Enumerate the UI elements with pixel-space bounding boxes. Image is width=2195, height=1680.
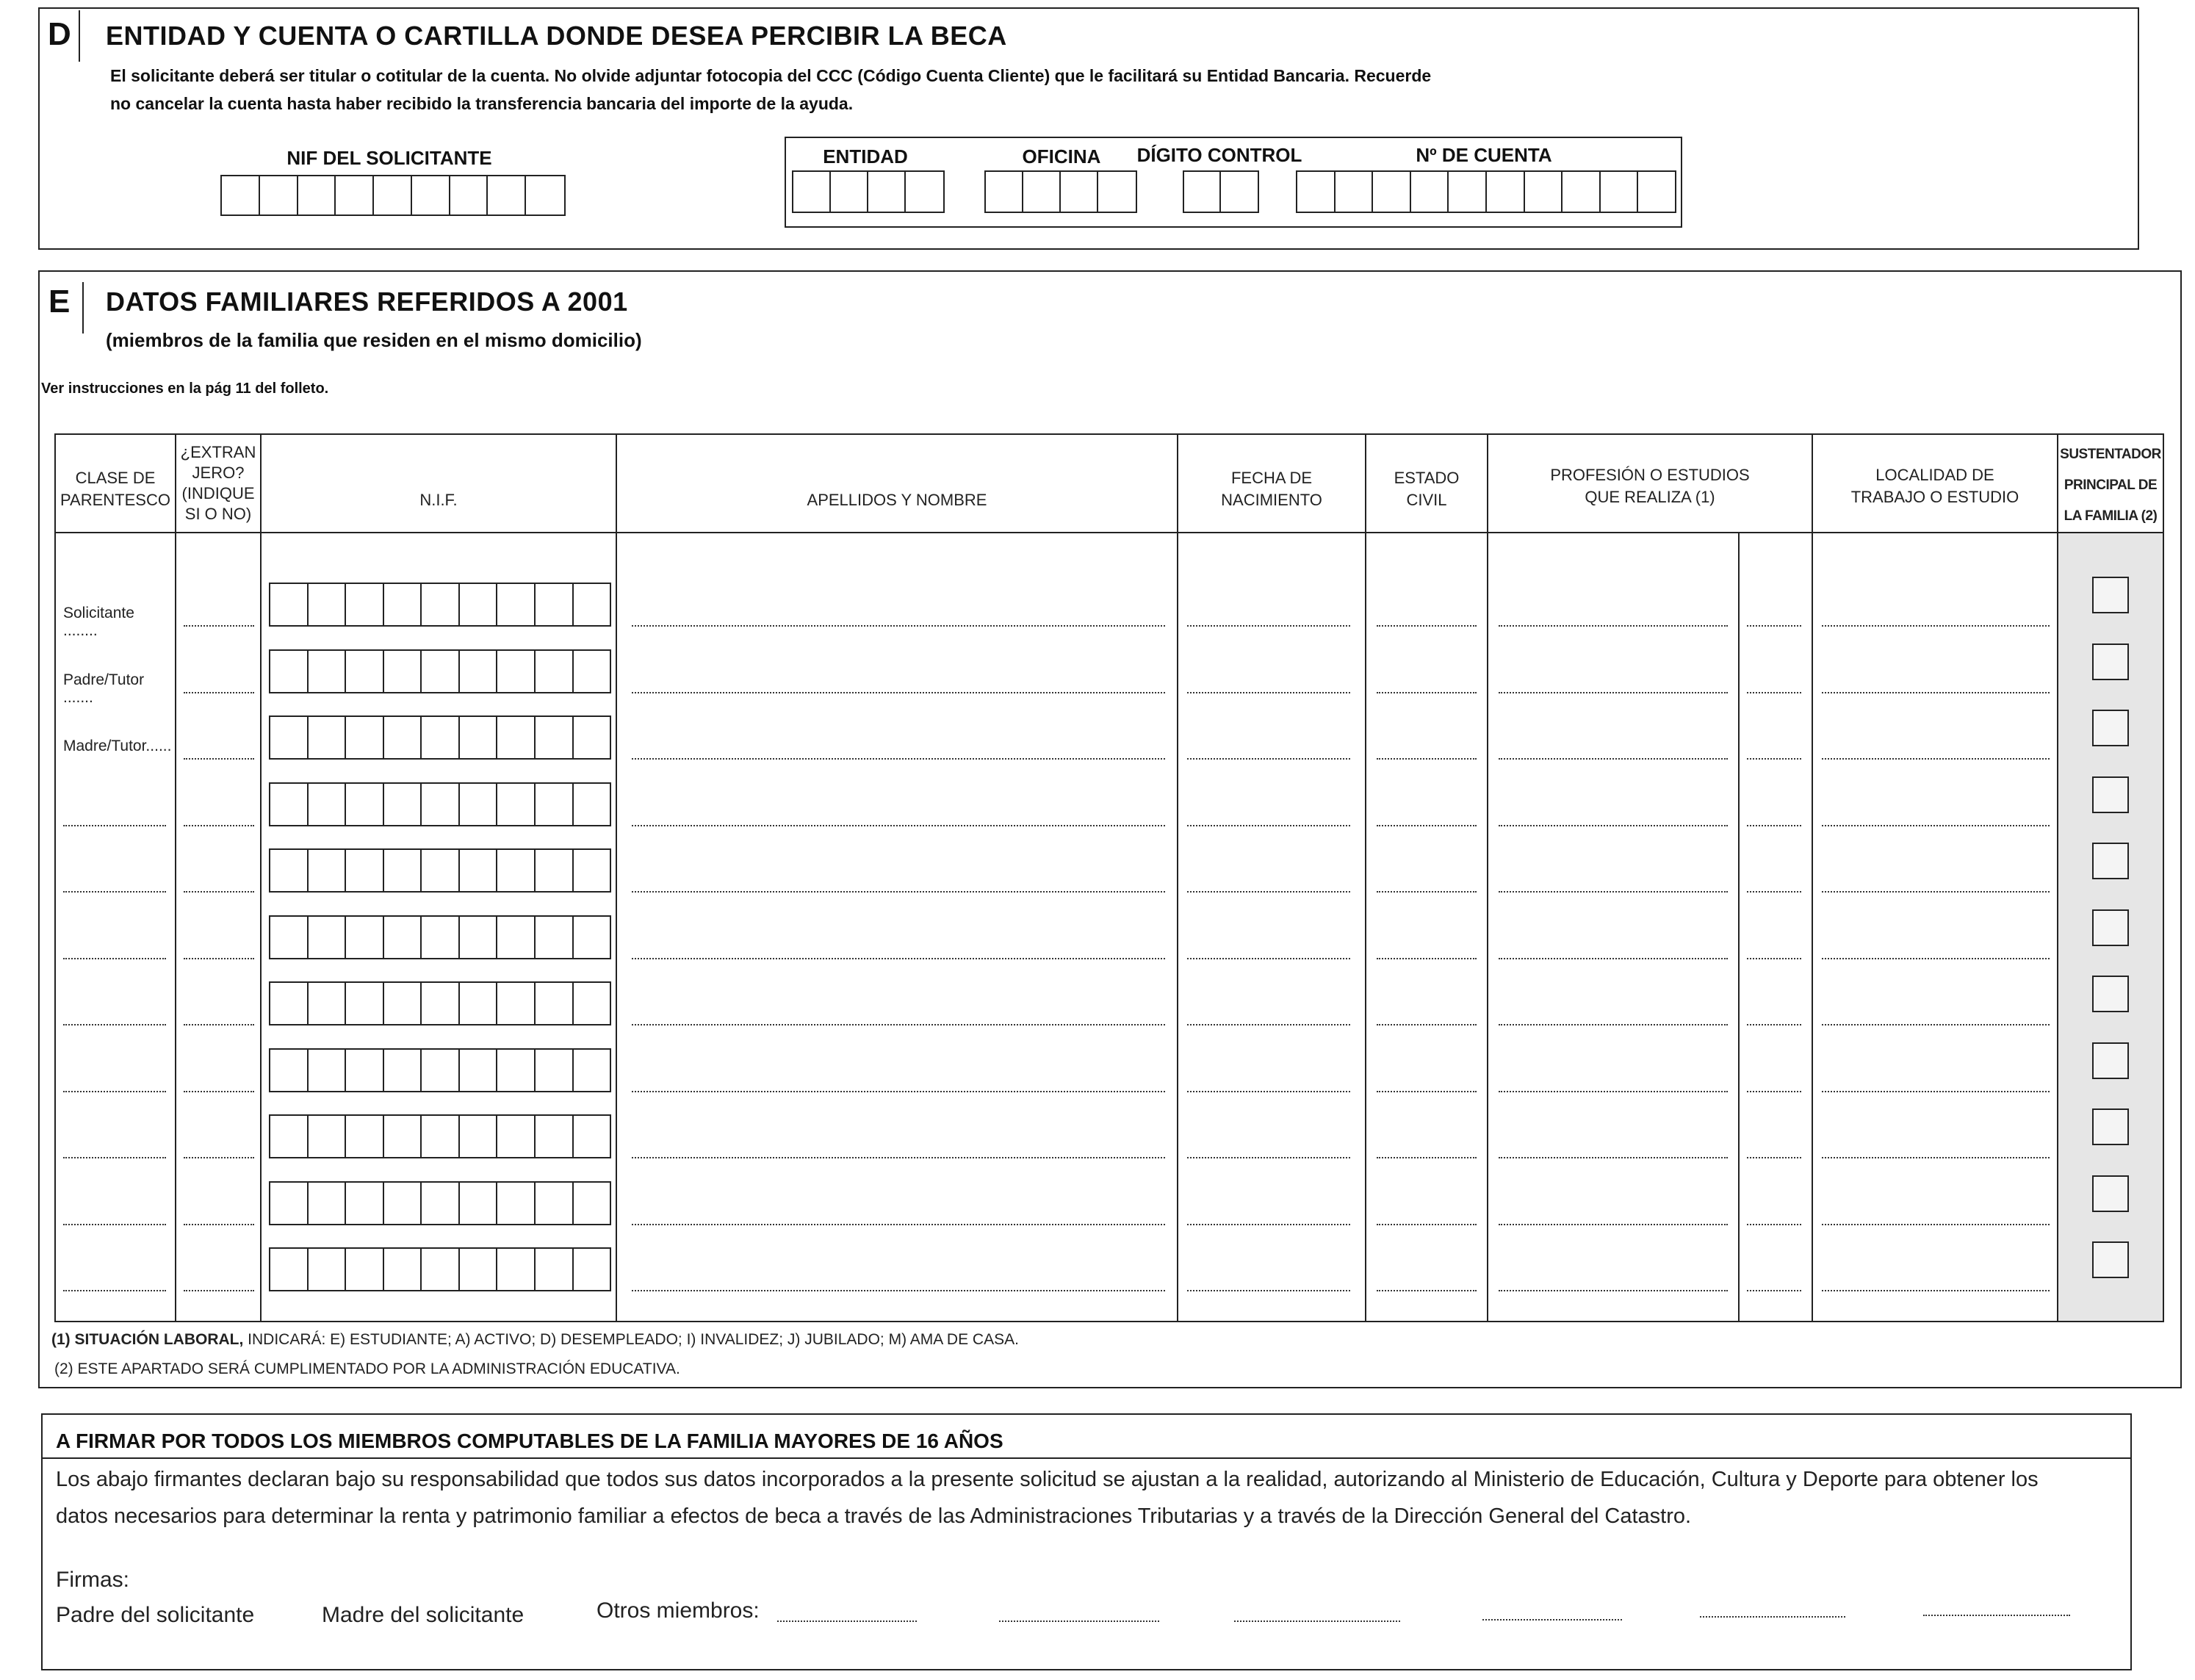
firma-otros-field[interactable] <box>1923 1615 2070 1616</box>
firmas-label: Firmas: <box>56 1568 129 1592</box>
row-nif-field[interactable] <box>269 782 611 826</box>
row-nif-field[interactable] <box>269 1181 611 1225</box>
row-fecha-field[interactable] <box>1187 692 1350 693</box>
numero-cuenta-label: Nº DE CUENTA <box>1416 144 1552 166</box>
row-sustentador-checkbox[interactable] <box>2092 976 2129 1012</box>
row-extranjero-field[interactable] <box>184 958 254 959</box>
row-parentesco-label: Padre/Tutor ....... <box>63 671 145 706</box>
row-profesion-field[interactable] <box>1499 625 1728 627</box>
digito-control-field[interactable] <box>1183 170 1259 213</box>
row-estado-field[interactable] <box>1377 1091 1477 1092</box>
row-parentesco-label: Madre/Tutor...... <box>63 738 172 754</box>
header-profesion: PROFESIÓN O ESTUDIOS QUE REALIZA (1) <box>1550 466 1750 506</box>
header-sustentador: SUSTENTADOR PRINCIPAL DE LA FAMILIA (2) <box>2060 447 2161 524</box>
row-parentesco-label: Solicitante ........ <box>63 605 134 639</box>
row-estado-field[interactable] <box>1377 825 1477 826</box>
firma-otros-label: Otros miembros: <box>596 1598 760 1623</box>
oficina-label: OFICINA <box>1022 145 1101 167</box>
row-fecha-field[interactable] <box>1187 625 1350 627</box>
section-d-note-line1: El solicitante deberá ser titular o cotitular de la cuenta. No olvide adjuntar fotocopia del CCC (Código Cuenta Cliente) que le facilitará su Entidad Bancaria. Recuerde <box>110 66 1432 85</box>
row-sustentador-checkbox[interactable] <box>2092 1241 2129 1278</box>
row-profesion-field[interactable] <box>1499 1224 1728 1225</box>
row-sustentador-checkbox[interactable] <box>2092 1042 2129 1079</box>
row-apellidos-field[interactable] <box>632 758 1165 760</box>
firma-otros-field[interactable] <box>1234 1620 1400 1622</box>
row-sustentador-checkbox[interactable] <box>2092 710 2129 746</box>
row-fecha-field[interactable] <box>1187 958 1350 959</box>
row-extranjero-field[interactable] <box>184 1157 254 1158</box>
row-estado-field[interactable] <box>1377 1290 1477 1291</box>
row-situacion-field[interactable] <box>1747 1157 1801 1158</box>
signatures-declaration-line2: datos necesarios para determinar la renta y patrimonio familiar a efectos de beca a través de las Administraciones Tributarias y a través de la Dirección General del Catastro. <box>56 1504 1692 1528</box>
row-extranjero-field[interactable] <box>184 758 254 760</box>
row-localidad-field[interactable] <box>1822 958 2050 959</box>
row-parentesco-field[interactable] <box>63 1157 166 1158</box>
row-situacion-field[interactable] <box>1747 825 1801 826</box>
row-fecha-field[interactable] <box>1187 1091 1350 1092</box>
row-extranjero-field[interactable] <box>184 891 254 893</box>
row-situacion-field[interactable] <box>1747 1224 1801 1225</box>
row-fecha-field[interactable] <box>1187 1157 1350 1158</box>
section-d-note-line2: no cancelar la cuenta hasta haber recibido la transferencia bancaria del importe de la ayuda. <box>110 94 854 113</box>
row-situacion-field[interactable] <box>1747 958 1801 959</box>
row-parentesco-field[interactable] <box>63 891 166 893</box>
digito-control-label: DÍGITO CONTROL <box>1136 144 1302 166</box>
header-extranjero: ¿EXTRAN JERO? (INDIQUE SI O NO) <box>180 443 256 523</box>
footnote-1: (1) SITUACIÓN LABORAL, INDICARÁ: E) ESTUDIANTE; A) ACTIVO; D) DESEMPLEADO; I) INVALIDEZ; J) JUBILADO; M) AMA DE CASA. <box>51 1331 1019 1348</box>
row-estado-field[interactable] <box>1377 692 1477 693</box>
row-nif-field[interactable] <box>269 583 611 627</box>
section-d-letter: D <box>48 16 71 52</box>
row-apellidos-field[interactable] <box>632 891 1165 893</box>
row-apellidos-field[interactable] <box>632 1224 1165 1225</box>
row-nif-field[interactable] <box>269 848 611 893</box>
signatures-title: A FIRMAR POR TODOS LOS MIEMBROS COMPUTABLES DE LA FAMILIA MAYORES DE 16 AÑOS <box>56 1430 1003 1452</box>
row-extranjero-field[interactable] <box>184 1224 254 1225</box>
row-parentesco-field[interactable] <box>63 825 166 826</box>
header-estado: ESTADO CIVIL <box>1394 469 1460 509</box>
col-divider <box>1487 433 1488 1322</box>
row-extranjero-field[interactable] <box>184 1024 254 1025</box>
col-divider <box>1812 433 1813 1322</box>
row-sustentador-checkbox[interactable] <box>2092 1175 2129 1212</box>
row-situacion-field[interactable] <box>1747 1024 1801 1025</box>
row-profesion-field[interactable] <box>1499 891 1728 893</box>
row-fecha-field[interactable] <box>1187 1024 1350 1025</box>
row-fecha-field[interactable] <box>1187 758 1350 760</box>
row-profesion-field[interactable] <box>1499 825 1728 826</box>
row-localidad-field[interactable] <box>1822 1091 2050 1092</box>
row-parentesco-field[interactable] <box>63 1091 166 1092</box>
row-estado-field[interactable] <box>1377 1157 1477 1158</box>
firma-otros-field[interactable] <box>1482 1619 1622 1620</box>
nif-solicitante-field[interactable] <box>220 175 566 216</box>
row-nif-field[interactable] <box>269 1114 611 1158</box>
row-situacion-field[interactable] <box>1747 891 1801 893</box>
row-situacion-field[interactable] <box>1747 1091 1801 1092</box>
section-e-title: DATOS FAMILIARES REFERIDOS A 2001 <box>106 286 628 317</box>
row-situacion-field[interactable] <box>1747 692 1801 693</box>
firma-otros-field[interactable] <box>999 1620 1159 1622</box>
row-parentesco-field[interactable] <box>63 1024 166 1025</box>
row-profesion-field[interactable] <box>1499 1091 1728 1092</box>
row-nif-field[interactable] <box>269 649 611 693</box>
header-fecha: FECHA DE NACIMIENTO <box>1221 469 1322 509</box>
row-apellidos-field[interactable] <box>632 958 1165 959</box>
nif-solicitante-label: NIF DEL SOLICITANTE <box>286 147 492 169</box>
row-sustentador-checkbox[interactable] <box>2092 1108 2129 1145</box>
row-sustentador-checkbox[interactable] <box>2092 909 2129 946</box>
row-localidad-field[interactable] <box>1822 1290 2050 1291</box>
col-divider <box>260 433 262 1322</box>
row-apellidos-field[interactable] <box>632 625 1165 627</box>
row-apellidos-field[interactable] <box>632 825 1165 826</box>
row-apellidos-field[interactable] <box>632 1290 1165 1291</box>
section-e-letter: E <box>48 284 71 320</box>
header-localidad: LOCALIDAD DE TRABAJO O ESTUDIO <box>1850 466 2019 506</box>
section-d-title: ENTIDAD Y CUENTA O CARTILLA DONDE DESEA PERCIBIR LA BECA <box>106 21 1007 51</box>
signatures-declaration-line1: Los abajo firmantes declaran bajo su responsabilidad que todos sus datos incorporados a la presente solicitud se ajustan a la realidad, autorizando al Ministerio de Educación, Cultura y Deporte para obtener los <box>56 1468 2039 1491</box>
row-localidad-field[interactable] <box>1822 625 2050 627</box>
row-profesion-field[interactable] <box>1499 1024 1728 1025</box>
section-e-letter-divider <box>82 282 84 334</box>
row-sustentador-checkbox[interactable] <box>2092 643 2129 680</box>
row-profesion-field[interactable] <box>1499 958 1728 959</box>
row-localidad-field[interactable] <box>1822 891 2050 893</box>
row-extranjero-field[interactable] <box>184 1091 254 1092</box>
footnote-2: (2) ESTE APARTADO SERÁ CUMPLIMENTADO POR LA ADMINISTRACIÓN EDUCATIVA. <box>54 1360 680 1377</box>
col-divider <box>175 433 176 1322</box>
col-divider <box>1177 433 1178 1322</box>
row-profesion-field[interactable] <box>1499 692 1728 693</box>
firma-madre-label: Madre del solicitante <box>322 1603 525 1627</box>
row-extranjero-field[interactable] <box>184 825 254 826</box>
row-parentesco-field[interactable] <box>63 958 166 959</box>
row-localidad-field[interactable] <box>1822 692 2050 693</box>
row-fecha-field[interactable] <box>1187 1224 1350 1225</box>
section-e-instructions: Ver instrucciones en la pág 11 del folleto. <box>41 381 329 397</box>
row-sustentador-checkbox[interactable] <box>2092 843 2129 879</box>
row-sustentador-checkbox[interactable] <box>2092 776 2129 813</box>
row-profesion-field[interactable] <box>1499 1290 1728 1291</box>
row-estado-field[interactable] <box>1377 958 1477 959</box>
row-extranjero-field[interactable] <box>184 692 254 693</box>
row-localidad-field[interactable] <box>1822 1024 2050 1025</box>
row-fecha-field[interactable] <box>1187 1290 1350 1291</box>
row-nif-field[interactable] <box>269 915 611 959</box>
row-apellidos-field[interactable] <box>632 1091 1165 1092</box>
row-nif-field[interactable] <box>269 1247 611 1291</box>
firma-padre-label: Padre del solicitante <box>56 1603 255 1627</box>
row-apellidos-field[interactable] <box>632 1024 1165 1025</box>
row-nif-field[interactable] <box>269 715 611 760</box>
row-extranjero-field[interactable] <box>184 625 254 627</box>
row-situacion-field[interactable] <box>1747 758 1801 760</box>
header-nif: N.I.F. <box>419 491 458 509</box>
row-nif-field[interactable] <box>269 1048 611 1092</box>
row-estado-field[interactable] <box>1377 1224 1477 1225</box>
row-localidad-field[interactable] <box>1822 1157 2050 1158</box>
row-estado-field[interactable] <box>1377 625 1477 627</box>
col-divider <box>1738 532 1740 1322</box>
firma-otros-field[interactable] <box>777 1620 917 1622</box>
row-fecha-field[interactable] <box>1187 891 1350 893</box>
row-parentesco-field[interactable] <box>63 1224 166 1225</box>
row-nif-field[interactable] <box>269 981 611 1025</box>
row-sustentador-checkbox[interactable] <box>2092 577 2129 613</box>
signatures-title-rule <box>41 1457 2132 1459</box>
row-apellidos-field[interactable] <box>632 1157 1165 1158</box>
family-table-header-rule <box>54 532 2164 533</box>
numero-cuenta-field[interactable] <box>1296 170 1676 213</box>
entidad-label: ENTIDAD <box>823 145 908 167</box>
row-localidad-field[interactable] <box>1822 825 2050 826</box>
header-apellidos: APELLIDOS Y NOMBRE <box>807 491 987 509</box>
row-profesion-field[interactable] <box>1499 1157 1728 1158</box>
row-estado-field[interactable] <box>1377 758 1477 760</box>
section-e-subtitle: (miembros de la familia que residen en el mismo domicilio) <box>106 329 642 351</box>
row-localidad-field[interactable] <box>1822 1224 2050 1225</box>
section-d-letter-divider <box>79 10 80 62</box>
row-apellidos-field[interactable] <box>632 692 1165 693</box>
oficina-field[interactable] <box>984 170 1137 213</box>
row-fecha-field[interactable] <box>1187 825 1350 826</box>
row-profesion-field[interactable] <box>1499 758 1728 760</box>
row-situacion-field[interactable] <box>1747 1290 1801 1291</box>
header-parentesco: CLASE DE PARENTESCO <box>60 469 170 509</box>
row-estado-field[interactable] <box>1377 1024 1477 1025</box>
entidad-field[interactable] <box>792 170 945 213</box>
col-divider <box>1365 433 1366 1322</box>
col-divider <box>616 433 617 1322</box>
row-parentesco-field[interactable] <box>63 1290 166 1291</box>
row-localidad-field[interactable] <box>1822 758 2050 760</box>
row-situacion-field[interactable] <box>1747 625 1801 627</box>
row-estado-field[interactable] <box>1377 891 1477 893</box>
firma-otros-field[interactable] <box>1700 1616 1845 1618</box>
row-extranjero-field[interactable] <box>184 1290 254 1291</box>
